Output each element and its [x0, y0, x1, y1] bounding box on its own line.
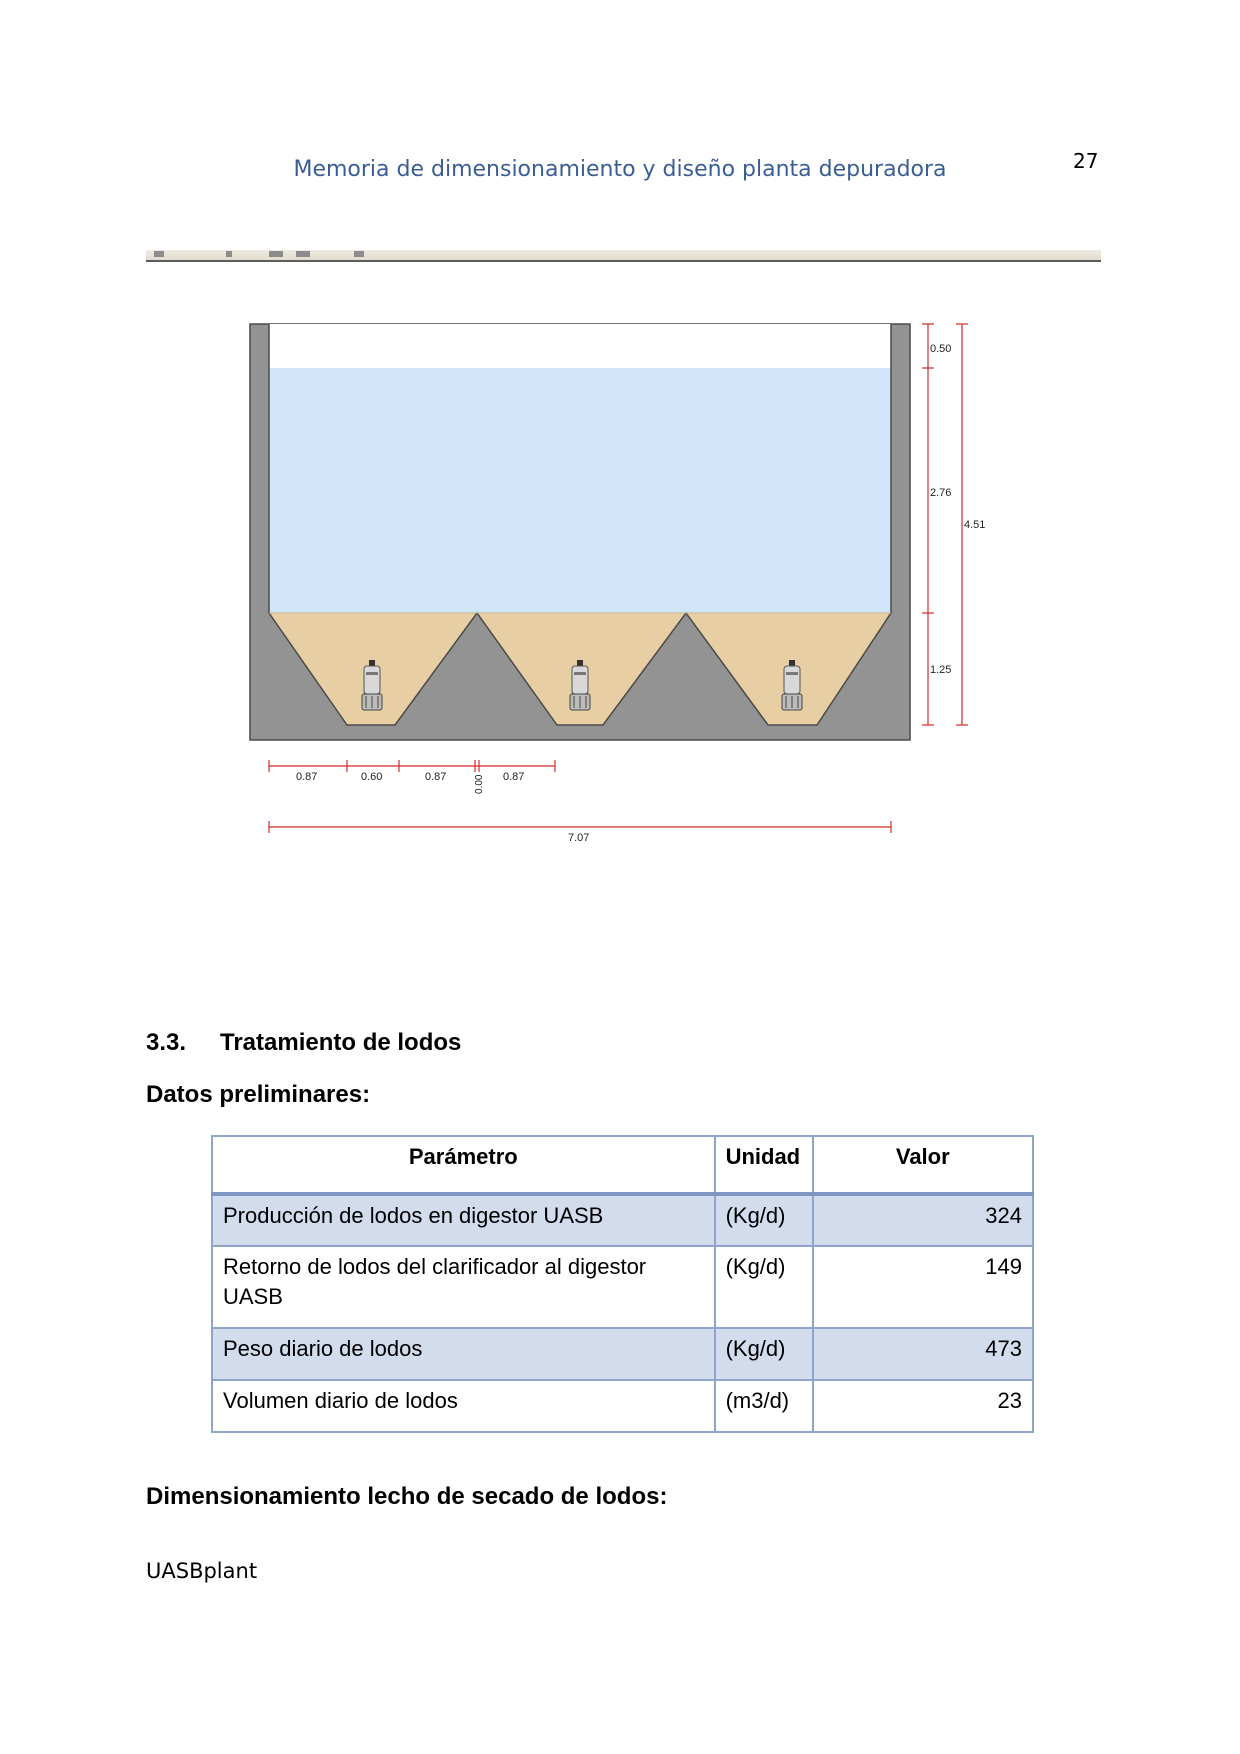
- dim-label-bottom-5: 0.87: [503, 771, 525, 783]
- dim-label-bottom-4: 0.00: [474, 774, 485, 794]
- table-row: [212, 1380, 1033, 1432]
- freeboard-area: [269, 324, 891, 368]
- header-unit: Unidad: [715, 1136, 813, 1194]
- cell-unit: (Kg/d): [715, 1246, 813, 1328]
- submersible-pump-icon: [362, 660, 382, 710]
- footer-text: UASBplant: [146, 1559, 258, 1583]
- cell-value: 149: [813, 1246, 1033, 1328]
- submersible-pump-icon: [570, 660, 590, 710]
- table-header-row: [212, 1136, 1033, 1194]
- section-number: 3.3.: [146, 1029, 187, 1056]
- document-header-title: Memoria de dimensionamiento y diseño planta depuradora: [293, 157, 947, 182]
- dim-label-water: 2.76: [930, 487, 952, 499]
- dim-label-freeboard: 0.50: [930, 343, 952, 355]
- table-row: [212, 1246, 1033, 1328]
- cell-param: Volumen diario de lodos: [212, 1380, 715, 1432]
- table-row: [212, 1194, 1033, 1246]
- dim-label-bottom-2: 0.60: [361, 771, 383, 783]
- dim-label-total-width: 7.07: [568, 832, 590, 844]
- table-row: [212, 1328, 1033, 1380]
- subheading-preliminary-data: Datos preliminares:: [146, 1081, 371, 1108]
- page-number: 27: [1073, 149, 1099, 173]
- header-value: Valor: [813, 1136, 1033, 1194]
- header-parameter: Parámetro: [212, 1136, 715, 1194]
- submersible-pump-icon: [782, 660, 802, 710]
- cell-value: 473: [813, 1328, 1033, 1380]
- dim-label-bottom-1: 0.87: [296, 771, 318, 783]
- sludge-parameters-table: [211, 1135, 1034, 1433]
- cell-param: Producción de lodos en digestor UASB: [212, 1194, 715, 1246]
- cell-value: 324: [813, 1194, 1033, 1246]
- dim-label-bottom-3: 0.87: [425, 771, 447, 783]
- water-zone: [269, 368, 891, 613]
- cell-unit: (m3/d): [715, 1380, 813, 1432]
- subheading-drying-bed: Dimensionamiento lecho de secado de lodos:: [146, 1483, 668, 1510]
- section-heading: [146, 1029, 461, 1057]
- section-title: Tratamiento de lodos: [220, 1029, 462, 1056]
- cell-unit: (Kg/d): [715, 1194, 813, 1246]
- dim-label-hopper: 1.25: [930, 664, 952, 676]
- cell-value: 23: [813, 1380, 1033, 1432]
- cell-param: Peso diario de lodos: [212, 1328, 715, 1380]
- dim-label-total-height: 4.51: [964, 519, 986, 531]
- cell-unit: (Kg/d): [715, 1328, 813, 1380]
- cell-param: Retorno de lodos del clarificador al digestor UASB: [212, 1246, 715, 1328]
